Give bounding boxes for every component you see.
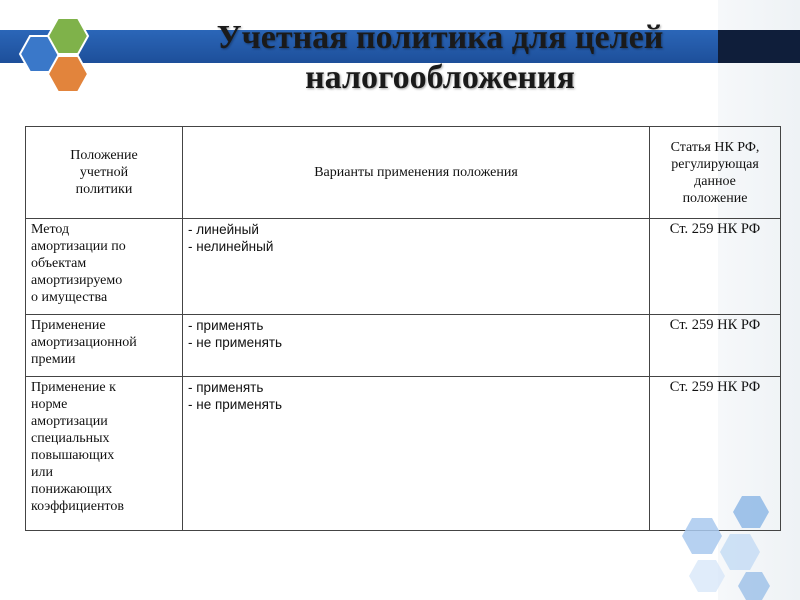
option: - линейный bbox=[188, 222, 259, 237]
option: - применять bbox=[188, 380, 264, 395]
row-options bbox=[183, 377, 650, 531]
row-article: Ст. 259 НК РФ bbox=[650, 377, 781, 531]
header-options: Варианты применения положения bbox=[183, 127, 650, 219]
row-article: Ст. 259 НК РФ bbox=[650, 219, 781, 315]
row-options bbox=[183, 315, 650, 377]
option: - не применять bbox=[188, 397, 283, 412]
header-article: Статья НК РФ, регулирующая данное положение bbox=[650, 127, 781, 219]
accounting-policy-table bbox=[25, 126, 781, 531]
table-header-row bbox=[26, 127, 781, 219]
page-title: Учетная политика для целей налогообложения bbox=[216, 19, 664, 96]
table-row bbox=[26, 219, 781, 315]
header-position: Положение учетной политики bbox=[26, 127, 183, 219]
table-row bbox=[26, 315, 781, 377]
decorative-hexagons-icon bbox=[668, 494, 780, 600]
row-item: Метод амортизации по объектам амортизируемо о имущества bbox=[26, 219, 183, 315]
option: - не применять bbox=[188, 335, 283, 350]
option: - нелинейный bbox=[188, 239, 274, 254]
hexagon-logo-icon bbox=[8, 16, 98, 98]
row-item: Применение амортизационной премии bbox=[26, 315, 183, 377]
row-article: Ст. 259 НК РФ bbox=[650, 315, 781, 377]
row-options bbox=[183, 219, 650, 315]
row-item: Применение к норме амортизации специальных повышающих или понижающих коэффициентов bbox=[26, 377, 183, 531]
option: - применять bbox=[188, 318, 264, 333]
